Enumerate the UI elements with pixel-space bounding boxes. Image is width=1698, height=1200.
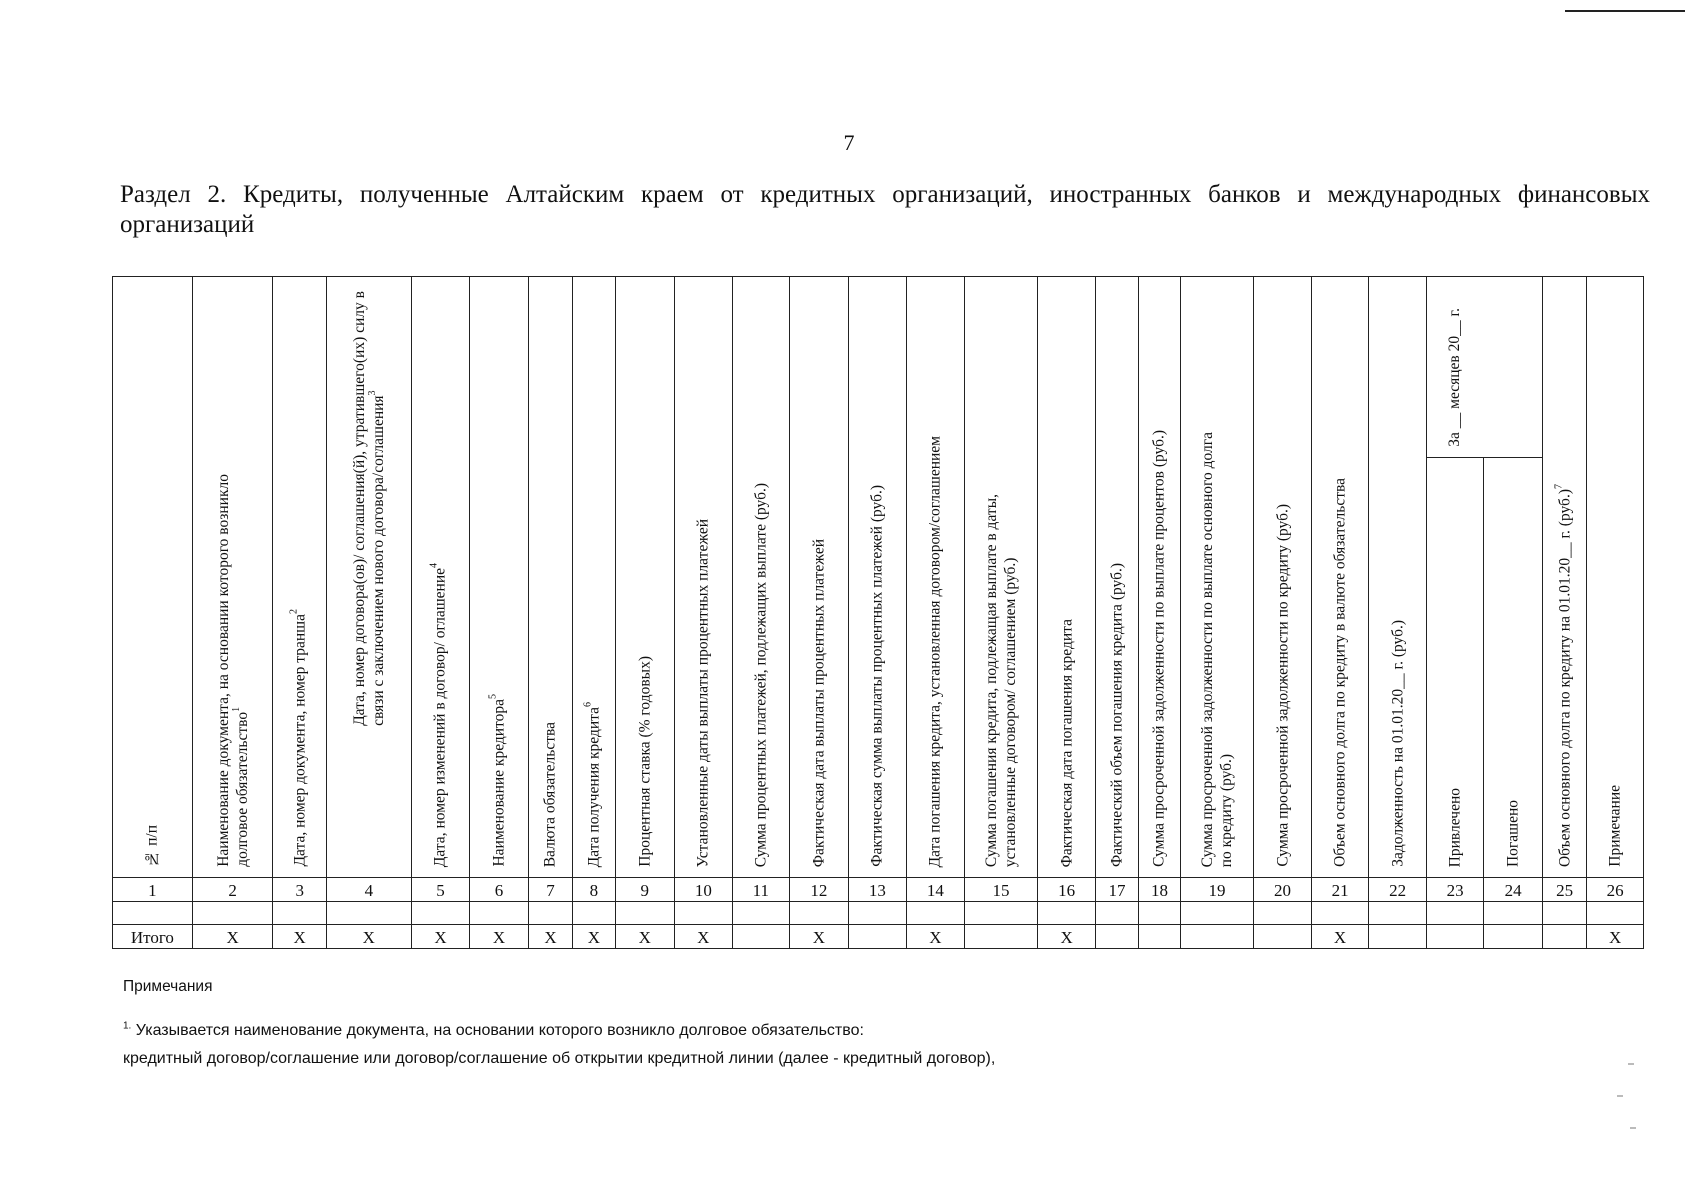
col-header-20: Сумма просроченной задолженности по кредиту (руб.) bbox=[1254, 277, 1312, 878]
total-cell bbox=[1369, 925, 1427, 949]
total-cell: Х bbox=[326, 925, 411, 949]
col-number: 4 bbox=[326, 878, 411, 902]
total-cell bbox=[1139, 925, 1180, 949]
footnote-1-text: Указывается наименование документа, на основании которого возникло долговое обязательство: bbox=[131, 1022, 864, 1039]
scan-speck bbox=[1617, 1095, 1623, 1097]
col-header-17: Фактический объем погашения кредита (руб.) bbox=[1095, 277, 1138, 878]
total-cell bbox=[1426, 925, 1484, 949]
col-number: 3 bbox=[273, 878, 326, 902]
col-header-23: Привлечено bbox=[1426, 457, 1484, 877]
col-number: 23 bbox=[1426, 878, 1484, 902]
total-cell: Х bbox=[1038, 925, 1096, 949]
total-cell bbox=[1484, 925, 1543, 949]
total-cell: Х bbox=[411, 925, 470, 949]
col-header-10: Установленные даты выплаты процентных платежей bbox=[675, 277, 733, 878]
total-cell bbox=[1180, 925, 1254, 949]
col-header-5: Дата, номер изменений в договор/ оглашение$^4$ bbox=[411, 277, 470, 878]
col-number: 25 bbox=[1542, 878, 1586, 902]
col-header-16: Фактическая дата погашения кредита bbox=[1038, 277, 1096, 878]
col-header-26: Примечание bbox=[1587, 277, 1644, 878]
col-number: 21 bbox=[1311, 878, 1369, 902]
col-number: 26 bbox=[1587, 878, 1644, 902]
col-header-19: Сумма просроченной задолженности по выплате основного долга по кредиту (руб.) bbox=[1180, 277, 1254, 878]
col-header-7: Валюта обязательства bbox=[528, 277, 572, 878]
col-header-3: Дата, номер документа, номер транша$^2$ bbox=[273, 277, 326, 878]
col-number: 7 bbox=[528, 878, 572, 902]
scan-speck bbox=[1628, 1063, 1634, 1065]
footnote-marker: 1. bbox=[123, 1020, 132, 1032]
col-number: 18 bbox=[1139, 878, 1180, 902]
col-header-1: № п/п bbox=[113, 277, 193, 878]
total-cell: Х bbox=[273, 925, 326, 949]
total-cell bbox=[732, 925, 790, 949]
total-cell bbox=[1542, 925, 1586, 949]
total-cell: Х bbox=[470, 925, 529, 949]
col-number: 14 bbox=[907, 878, 965, 902]
col-number: 15 bbox=[964, 878, 1038, 902]
group-header-period: За __ месяцев 20__ г. bbox=[1426, 277, 1542, 458]
col-number: 19 bbox=[1180, 878, 1254, 902]
col-header-24: Погашено bbox=[1484, 457, 1543, 877]
col-number: 11 bbox=[732, 878, 790, 902]
col-number: 2 bbox=[192, 878, 273, 902]
col-number: 16 bbox=[1038, 878, 1096, 902]
total-row bbox=[113, 925, 1644, 949]
total-cell: Х bbox=[790, 925, 849, 949]
total-cell: Х bbox=[1587, 925, 1644, 949]
total-label: Итого bbox=[113, 925, 193, 949]
col-header-22: Задолженность на 01.01.20__ г. (руб.) bbox=[1369, 277, 1427, 878]
col-number: 17 bbox=[1095, 878, 1138, 902]
col-number: 10 bbox=[675, 878, 733, 902]
col-header-14: Дата погашения кредита, установленная договором/соглашением bbox=[907, 277, 965, 878]
empty-data-row bbox=[113, 902, 1644, 925]
col-header-21: Объем основного долга по кредиту в валюте обязательства bbox=[1311, 277, 1369, 878]
total-cell: Х bbox=[192, 925, 273, 949]
col-number: 8 bbox=[573, 878, 615, 902]
col-header-2: Наименование документа, на основании которого возникло долговое обязательство$^1$ bbox=[192, 277, 273, 878]
column-numbers-row bbox=[113, 878, 1644, 902]
section-title: Раздел 2. Кредиты, полученные Алтайским краем от кредитных организаций, иностранных банков и международных финансовых организаций bbox=[120, 181, 1650, 238]
col-header-4: Дата, номер договора(ов)/ соглашения(й), утратившего(их) силу в связи с заключением нового договора/соглашения$^3$ bbox=[326, 277, 411, 878]
col-number: 12 bbox=[790, 878, 849, 902]
total-cell bbox=[848, 925, 907, 949]
total-cell: Х bbox=[675, 925, 733, 949]
col-header-13: Фактическая сумма выплаты процентных платежей (руб.) bbox=[848, 277, 907, 878]
footnote-1 bbox=[123, 1022, 864, 1040]
col-number: 13 bbox=[848, 878, 907, 902]
total-cell: Х bbox=[528, 925, 572, 949]
total-cell bbox=[1095, 925, 1138, 949]
col-header-9: Процентная ставка (% годовых) bbox=[615, 277, 675, 878]
col-header-11: Сумма процентных платежей, подлежащих выплате (руб.) bbox=[732, 277, 790, 878]
col-header-18: Сумма просроченной задолженности по выплате процентов (руб.) bbox=[1139, 277, 1180, 878]
total-cell: Х bbox=[907, 925, 965, 949]
col-number: 22 bbox=[1369, 878, 1427, 902]
corner-rule bbox=[1565, 10, 1685, 12]
col-number: 9 bbox=[615, 878, 675, 902]
col-header-12: Фактическая дата выплаты процентных платежей bbox=[790, 277, 849, 878]
col-number: 24 bbox=[1484, 878, 1543, 902]
page-number: 7 bbox=[843, 130, 855, 155]
total-cell: Х bbox=[1311, 925, 1369, 949]
col-number: 5 bbox=[411, 878, 470, 902]
credits-table bbox=[112, 276, 1644, 949]
col-header-8: Дата получения кредита$^6$ bbox=[573, 277, 615, 878]
col-header-15: Сумма погашения кредита, подлежащая выплате в даты, установленные договором/ соглашением (руб.) bbox=[964, 277, 1038, 878]
col-number: 20 bbox=[1254, 878, 1312, 902]
total-cell bbox=[964, 925, 1038, 949]
footnote-1-continuation: кредитный договор/соглашение или договор/соглашение об открытии кредитной линии (далее - кредитный договор), bbox=[123, 1050, 996, 1067]
total-cell: Х bbox=[573, 925, 615, 949]
header-row bbox=[113, 277, 1644, 458]
col-header-25: Объем основного долга по кредиту на 01.01.20__ г. $(руб.)^7$ bbox=[1542, 277, 1586, 878]
notes-title: Примечания bbox=[123, 978, 213, 995]
scan-speck bbox=[1630, 1127, 1636, 1129]
col-number: 1 bbox=[113, 878, 193, 902]
total-cell bbox=[1254, 925, 1312, 949]
col-number: 6 bbox=[470, 878, 529, 902]
total-cell: Х bbox=[615, 925, 675, 949]
col-header-6: Наименование кредитора$^5$ bbox=[470, 277, 529, 878]
